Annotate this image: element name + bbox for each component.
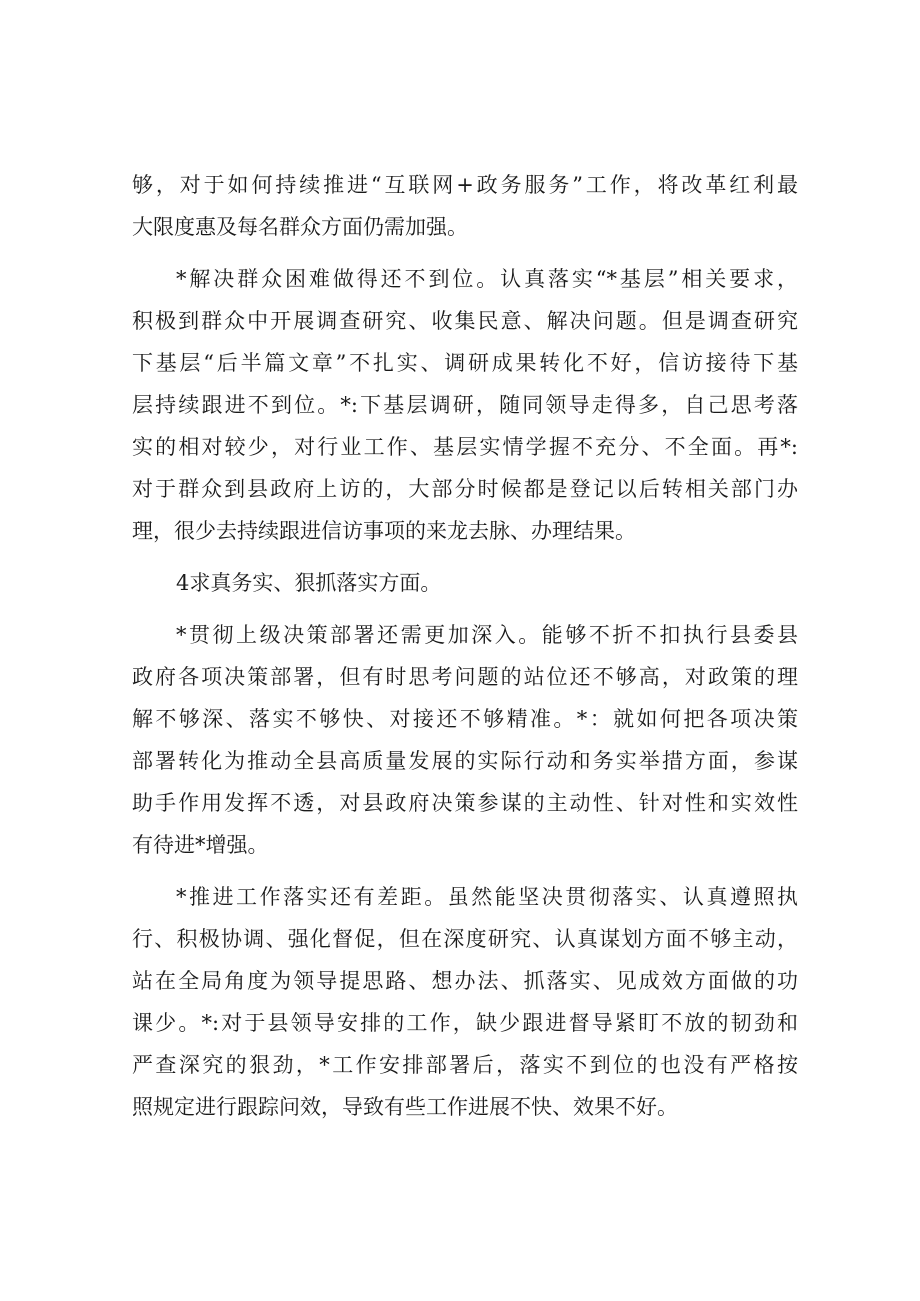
heading-text: 4求真务实、狠抓落实方面。 bbox=[176, 571, 442, 595]
text-line: 积极到群众中开展调查研究、收集民意、解决问题。但是调查研究 bbox=[132, 309, 798, 333]
paragraph-continuation bbox=[132, 164, 798, 248]
text-line: 行、积极协调、强化督促，但在深度研究、认真谋划方面不够主动， bbox=[132, 927, 798, 951]
text-line: 政府各项决策部署，但有时思考问题的站位还不够高，对政策的理 bbox=[132, 665, 798, 689]
text-line: 严查深究的狠劲，*工作安排部署后，落实不到位的也没有严格按 bbox=[132, 1053, 798, 1077]
paragraph-policy-implementation bbox=[132, 614, 798, 866]
text-line: *推进工作落实还有差距。虽然能坚决贯彻落实、认真遵照执 bbox=[176, 885, 798, 909]
text-line: 有待进*增强。 bbox=[132, 833, 269, 857]
text-line: *贯彻上级决策部署还需更加深入。能够不折不扣执行县委县 bbox=[176, 623, 798, 647]
text-line: 大限度惠及每名群众方面仍需加强。 bbox=[132, 215, 468, 239]
text-line: 实的相对较少，对行业工作、基层实情学握不充分、不全面。再*: bbox=[132, 435, 798, 459]
text-line: 够，对于如何持续推进“互联网+政务服务”工作，将改革红利最 bbox=[132, 173, 798, 197]
text-line: 站在全局角度为领导提思路、想办法、抓落实、见成效方面做的功 bbox=[132, 969, 798, 993]
text-line: 下基层“后半篇文章”不扎实、调研成果转化不好，信访接待下基 bbox=[132, 351, 798, 375]
text-line: 部署转化为推动全县高质量发展的实际行动和务实举措方面，参谋 bbox=[132, 749, 798, 773]
paragraph-mass-difficulties bbox=[132, 258, 798, 552]
text-line: 助手作用发挥不透，对县政府决策参谋的主动性、针对性和实效性 bbox=[132, 791, 798, 815]
text-line: 层持续跟进不到位。*:下基层调研，随同领导走得多，自己思考落 bbox=[132, 393, 798, 417]
text-line: 理，很少去持续跟进信访事项的来龙去脉、办理结果。 bbox=[132, 519, 636, 543]
text-line: 对于群众到县政府上访的，大部分时候都是登记以后转相关部门办 bbox=[132, 477, 798, 501]
text-line: *解决群众困难做得还不到位。认真落实“*基层”相关要求， bbox=[176, 267, 798, 291]
document-body bbox=[132, 164, 798, 1138]
paragraph-work-implementation bbox=[132, 876, 798, 1128]
section-heading bbox=[132, 562, 798, 604]
text-line: 课少。*:对于县领导安排的工作，缺少跟进督导紧盯不放的韧劲和 bbox=[132, 1011, 798, 1035]
text-line: 照规定进行跟踪问效，导致有些工作进展不快、效果不好。 bbox=[132, 1095, 678, 1119]
text-line: 解不够深、落实不够快、对接还不够精准。*：就如何把各项决策 bbox=[132, 707, 798, 731]
